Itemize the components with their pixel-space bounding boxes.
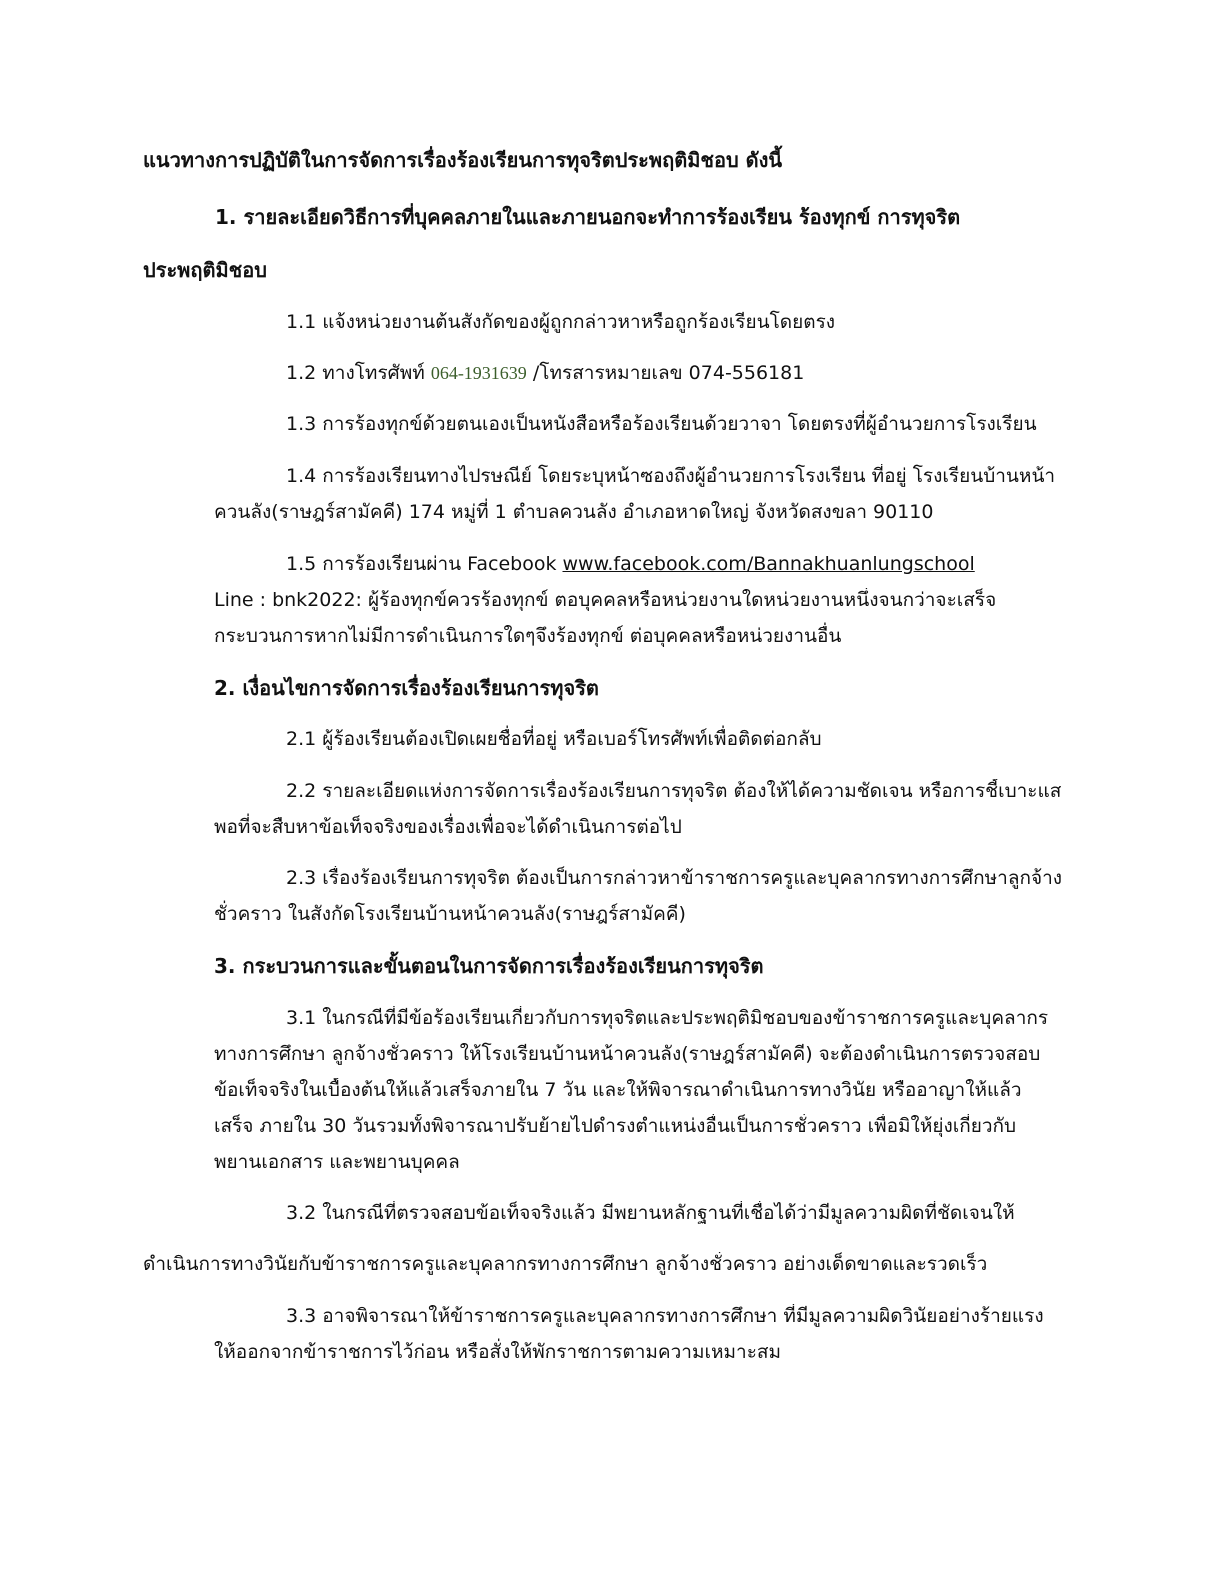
item-2-3-line-2: ชั่วคราว ในสังกัดโรงเรียนบ้านหน้าควนลัง(ราษฎร์สามัคคี) [214,903,686,925]
item-1-5-line-2: Line : bnk2022: ผู้ร้องทุกข์ควรร้องทุกข์ ตอบุคคลหรือหน่วยงานใดหน่วยงานหนึ่งจนกว่าจะเสร็จ [214,589,997,611]
section-3-title: 3. กระบวนการและขั้นตอนในการจัดการเรื่องร้องเรียนการทุจริต [214,954,764,978]
item-1-2-prefix: 1.2 ทางโทรศัพท์ [286,362,431,384]
facebook-link[interactable]: www.facebook.com/Bannakhuanlungschool [562,553,975,575]
item-3-1-line-4: เสร็จ ภายใน 30 วันรวมทั้งพิจารณาปรับย้ายไปดำรงตำแหน่งอื่นเป็นการชั่วคราว เพื่อมิให้ยุ่งเกี่ยวกับ [214,1115,1017,1137]
document-heading: แนวทางการปฏิบัติในการจัดการเรื่องร้องเรียนการทุจริตประพฤติมิชอบ ดังนี้ [143,148,783,172]
item-3-2-line-1: 3.2 ในกรณีที่ตรวจสอบข้อเท็จจริงแล้ว มีพยานหลักฐานที่เชื่อได้ว่ามีมูลความผิดที่ชัดเจนให้ [286,1202,1015,1224]
item-3-1-line-3: ข้อเท็จจริงในเบื้องต้นให้แล้วเสร็จภายใน 7 วัน และให้พิจารณาดำเนินการทางวินัย หรืออาญาให้แล้ว [214,1079,1022,1101]
item-1-4-line-2: ควนลัง(ราษฎร์สามัคคี) 174 หมู่ที่ 1 ตำบลควนลัง อำเภอหาดใหญ่ จังหวัดสงขลา 90110 [214,501,934,523]
item-1-5-prefix: 1.5 การร้องเรียนผ่าน Facebook [286,553,563,575]
item-3-3-line-1: 3.3 อาจพิจารณาให้ข้าราชการครูและบุคลากรทางการศึกษา ที่มีมูลความผิดวินัยอย่างร้ายแรง [286,1305,1044,1327]
item-1-2 [286,361,804,385]
item-1-5-line-3: กระบวนการหากไม่มีการดำเนินการใดๆจึงร้องทุกข์ ต่อบุคคลหรือหน่วยงานอื่น [214,625,842,647]
item-2-2-line-2: พอที่จะสืบหาข้อเท็จจริงของเรื่องเพื่อจะได้ดำเนินการต่อไป [214,816,682,838]
item-3-1-line-5: พยานเอกสาร และพยานบุคคล [214,1151,460,1173]
section-1-title-line-1: 1. รายละเอียดวิธีการที่บุคคลภายในและภายนอกจะทำการร้องเรียน ร้องทุกข์ การทุจริต [215,205,961,229]
item-1-1: 1.1 แจ้งหน่วยงานต้นสังกัดของผู้ถูกกล่าวหาหรือถูกร้องเรียนโดยตรง [286,311,836,333]
item-3-1-line-1: 3.1 ในกรณีที่มีข้อร้องเรียนเกี่ยวกับการทุจริตและประพฤติมิชอบของข้าราชการครูและบุคลากร [286,1007,1049,1029]
item-1-3: 1.3 การร้องทุกข์ด้วยตนเองเป็นหนังสือหรือร้องเรียนด้วยวาจา โดยตรงที่ผู้อำนวยการโรงเรียน [286,413,1037,435]
item-3-2-line-2: ดำเนินการทางวินัยกับข้าราชการครูและบุคลากรทางการศึกษา ลูกจ้างชั่วคราว อย่างเด็ดขาดและรวดเร็ว [143,1253,988,1275]
item-1-4-line-1: 1.4 การร้องเรียนทางไปรษณีย์ โดยระบุหน้าซองถึงผู้อำนวยการโรงเรียน ที่อยู่ โรงเรียนบ้านหน้า [286,465,1056,487]
item-1-5-line-1 [286,552,1068,576]
item-3-1-line-2: ทางการศึกษา ลูกจ้างชั่วคราว ให้โรงเรียนบ้านหน้าควนลัง(ราษฎร์สามัคคี) จะต้องดำเนินการตรวจสอบ [214,1043,1041,1065]
item-1-2-phone: 064-1931639 [430,363,527,383]
section-1-title-line-2: ประพฤติมิชอบ [143,258,267,282]
item-2-2-line-1: 2.2 รายละเอียดแห่งการจัดการเรื่องร้องเรียนการทุจริต ต้องให้ได้ความชัดเจน หรือการชี้เบาะแส [286,780,1062,802]
item-2-1: 2.1 ผู้ร้องเรียนต้องเปิดเผยชื่อที่อยู่ หรือเบอร์โทรศัพท์เพื่อติดต่อกลับ [286,728,822,750]
item-3-3-line-2: ให้ออกจากข้าราชการไว้ก่อน หรือสั่งให้พักราชการตามความเหมาะสม [214,1341,782,1363]
item-1-2-suffix: /โทรสารหมายเลข 074-556181 [526,362,805,384]
section-2-title: 2. เงื่อนไขการจัดการเรื่องร้องเรียนการทุจริต [214,676,599,700]
item-2-3-line-1: 2.3 เรื่องร้องเรียนการทุจริต ต้องเป็นการกล่าวหาข้าราชการครูและบุคลากรทางการศึกษาลูกจ้าง [286,867,1063,889]
